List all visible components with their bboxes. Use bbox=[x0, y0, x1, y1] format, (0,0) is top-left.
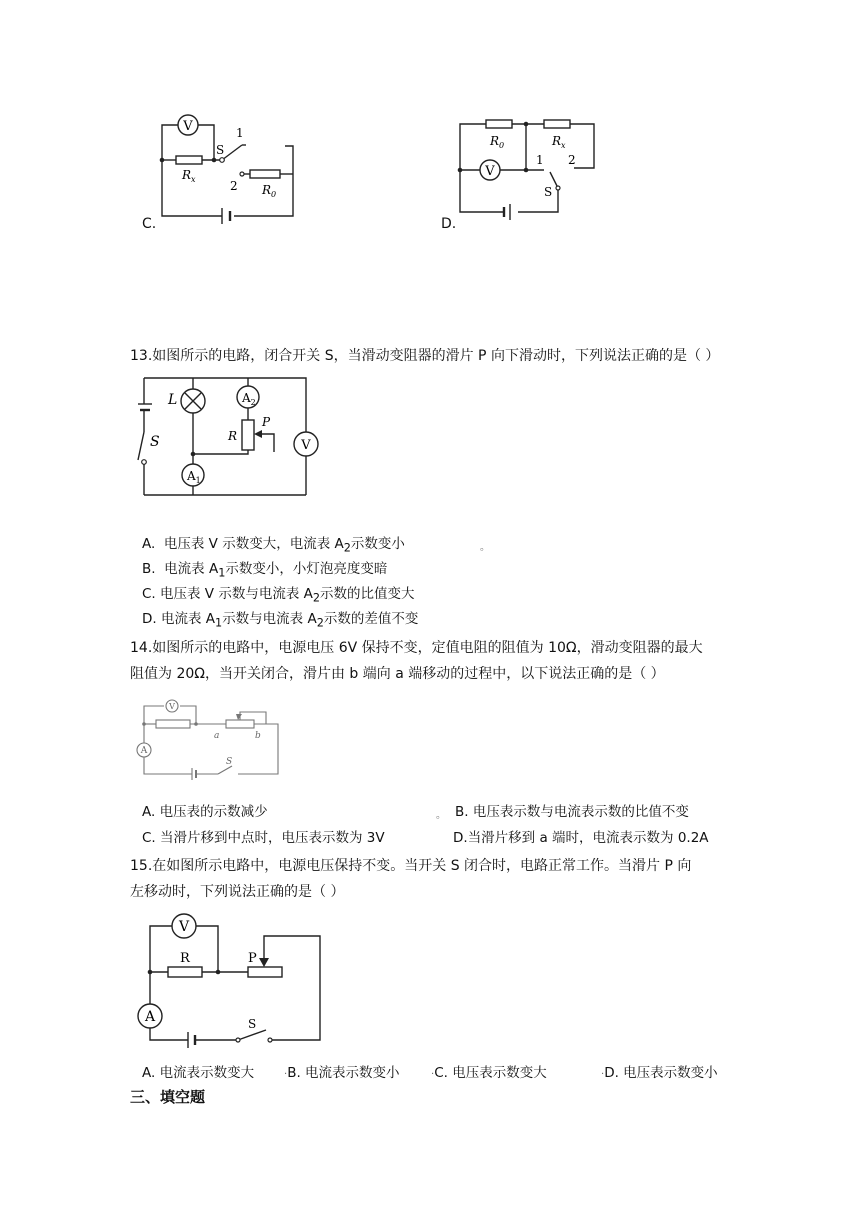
r0-label: $R_0$ bbox=[490, 134, 505, 150]
ammeter-label: A bbox=[144, 1009, 156, 1025]
q13-option-a: A. 电压表 V 示数变大，电流表 $A_2$示数变小 bbox=[142, 536, 405, 555]
contact-2-label: 2 bbox=[230, 179, 238, 193]
q12-circuit-c bbox=[150, 112, 310, 227]
r0-label: $R_0$ bbox=[262, 183, 277, 199]
voltmeter-label: V bbox=[178, 919, 190, 935]
q15-option-c: ·C. 电压表示数变大 bbox=[431, 1065, 547, 1081]
switch-label: S bbox=[216, 143, 225, 157]
switch-label: S bbox=[226, 757, 233, 767]
slider-label: P bbox=[262, 415, 271, 429]
q14-option-c: C. 当滑片移到中点时，电压表示数为 3V bbox=[142, 830, 385, 846]
q14-option-d: D.当滑片移到 a 端时，电流表示数为 0.2A bbox=[453, 830, 709, 846]
switch-label: S bbox=[248, 1017, 257, 1031]
voltmeter-label: V bbox=[183, 119, 193, 134]
slider-label: P bbox=[248, 951, 257, 966]
ammeter-a2-label: $A_2$ bbox=[242, 391, 256, 407]
ammeter-a1-label: $A_1$ bbox=[187, 469, 201, 485]
option-d-label: D. bbox=[441, 216, 457, 232]
ammeter-label: A bbox=[140, 746, 148, 756]
resistor-label: R bbox=[180, 951, 190, 966]
q14-circuit bbox=[136, 700, 286, 780]
q13-option-d: D. 电流表 $A_1$示数与电流表 $A_2$示数的差值不变 bbox=[142, 611, 419, 630]
contact-1-label: 1 bbox=[536, 153, 544, 167]
contact-1-label: 1 bbox=[236, 126, 244, 140]
q13-stem: 13.如图所示的电路，闭合开关 S，当滑动变阻器的滑片 P 向下滑动时，下列说法正确的是（ ） bbox=[130, 348, 720, 364]
q14-stem-line1: 14.如图所示的电路中，电源电压 6V 保持不变，定值电阻的阻值为 10Ω，滑动变阻器的最大 bbox=[130, 640, 703, 656]
option-c-label: C. bbox=[142, 216, 157, 232]
section-heading: 三、填空题 bbox=[130, 1088, 206, 1106]
lamp-label: L bbox=[168, 392, 178, 408]
point-b-label: b bbox=[255, 731, 261, 741]
q13-circuit bbox=[138, 374, 328, 499]
q14-stem-line2: 阻值为 20Ω，当开关闭合，滑片由 b 端向 a 端移动的过程中，以下说法正确的是（ ） bbox=[130, 666, 665, 682]
q15-option-d: ·D. 电压表示数变小 bbox=[601, 1065, 718, 1081]
q15-option-a: A. 电流表示数变大 bbox=[142, 1065, 255, 1081]
voltmeter-label: V bbox=[485, 164, 495, 179]
q14-option-a: A. 电压表的示数减少 bbox=[142, 804, 268, 820]
voltmeter-label: V bbox=[301, 438, 311, 453]
q15-circuit bbox=[130, 908, 330, 1048]
switch-label: S bbox=[150, 434, 160, 450]
q13-option-b: B. 电流表 $A_1$示数变小，小灯泡亮度变暗 bbox=[142, 561, 388, 580]
voltmeter-label: V bbox=[169, 702, 175, 711]
q15-stem-line2: 左移动时，下列说法正确的是（ ） bbox=[130, 884, 345, 900]
contact-2-label: 2 bbox=[568, 153, 576, 167]
point-a-label: a bbox=[214, 731, 220, 741]
rx-label: $R_x$ bbox=[552, 134, 566, 150]
rheostat-label: R bbox=[228, 429, 238, 443]
q12-circuit-d bbox=[452, 112, 612, 222]
rx-label: $R_x$ bbox=[182, 168, 196, 184]
switch-label: S bbox=[544, 185, 553, 199]
q15-stem-line1: 15.在如图所示电路中，电源电压保持不变。当开关 S 闭合时，电路正常工作。当滑片 P 向 bbox=[130, 858, 692, 874]
q13-option-c: C. 电压表 V 示数与电流表 $A_2$示数的比值变大 bbox=[142, 586, 415, 605]
q15-option-b: ·B. 电流表示数变小 bbox=[284, 1065, 400, 1081]
q14-option-b: B. 电压表示数与电流表示数的比值不变 bbox=[455, 804, 689, 820]
